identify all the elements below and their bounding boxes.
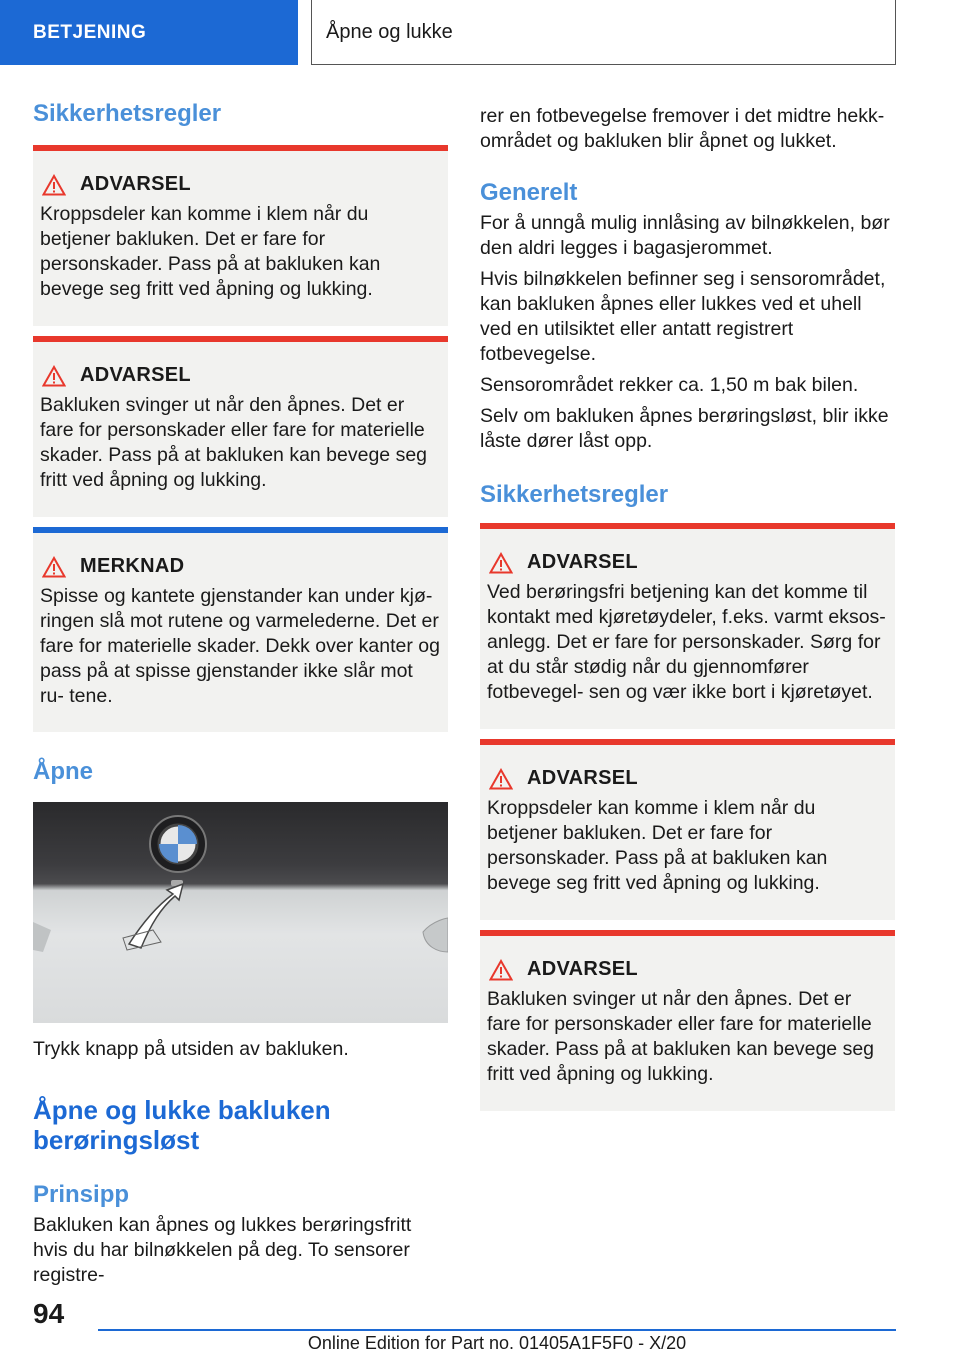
- warning-box: [480, 739, 895, 920]
- tailgate-illustration: [33, 802, 448, 1023]
- general-paragraph: Selv om bakluken åpnes berøringsløst, blir ikke låste dører låst opp.: [480, 405, 889, 452]
- warning-box: [480, 523, 895, 729]
- tailgate-photo: [33, 802, 448, 1023]
- note-text: Spisse og kantete gjenstander kan under kjø- ringen slå mot rutene og varmelederne. Det er fare for materielle skader. Dekk over kanter og pass på at spisse gjenstander ikke slår mot ru- tene.: [40, 585, 440, 707]
- edition-text: Online Edition for Part no. 01405A1F5F0 - X/20: [307, 1333, 687, 1353]
- section-title: BETJENING: [33, 21, 147, 43]
- warning-text: Bakluken svinger ut når den åpnes. Det er fare for personskader eller fare for materielle skader. Pass på at bakluken kan bevege seg fritt ved åpning og lukking.: [40, 394, 428, 491]
- warning-triangle-icon: [489, 552, 513, 574]
- left-column: [33, 100, 448, 1288]
- warning-triangle-icon: [489, 959, 513, 981]
- continued-text: rer en fotbevegelse fremover i det midtre hekk- området og bakluken blir åpnet og lukket.: [480, 105, 885, 152]
- warning-label: ADVARSEL: [80, 173, 191, 195]
- warning-label: ADVARSEL: [80, 364, 191, 386]
- safety-heading: Sikkerhetsregler: [33, 100, 222, 127]
- photo-caption: Trykk knapp på utsiden av bakluken.: [33, 1038, 349, 1060]
- warning-triangle-icon: [489, 768, 513, 790]
- warning-label: ADVARSEL: [527, 551, 638, 573]
- safety-heading: Sikkerhetsregler: [480, 481, 669, 508]
- chapter-title: Åpne og lukke: [326, 20, 453, 43]
- warning-box: [33, 145, 448, 326]
- general-paragraph: For å unngå mulig innlåsing av bilnøkkelen, bør den aldri legges i bagasjerommet.: [480, 212, 890, 259]
- principle-heading: Prinsipp: [33, 1181, 130, 1208]
- note-label: MERKNAD: [80, 555, 185, 577]
- warning-text: Kroppsdeler kan komme i klem når du betjener bakluken. Det er fare for personskader. Pass på at bakluken kan bevege seg fritt ved åpning og lukking.: [40, 203, 381, 300]
- warning-label: ADVARSEL: [527, 958, 638, 980]
- page-number: 94: [33, 1298, 65, 1329]
- warning-label: ADVARSEL: [527, 767, 638, 789]
- right-column: [480, 104, 895, 1111]
- warning-triangle-icon: [42, 556, 66, 578]
- warning-text: Bakluken svinger ut når den åpnes. Det er fare for personskader eller fare for materielle skader. Pass på at bakluken kan bevege seg fritt ved åpning og lukking.: [487, 988, 875, 1085]
- warning-text: Ved berøringsfri betjening kan det komme til kontakt med kjøretøydeler, f.eks. varmt eksos- anlegg. Det er fare for personskader. Sørg for at du står stødig når du gjennomfører fotbevegel- sen og vær ikke bort i kjøretøyet.: [487, 581, 886, 703]
- general-heading: Generelt: [480, 179, 578, 206]
- footer-divider: [98, 1329, 896, 1331]
- warning-triangle-icon: [42, 174, 66, 196]
- warning-triangle-icon: [42, 365, 66, 387]
- touchless-heading: Åpne og lukke bakluken berøringsløst: [33, 1095, 331, 1155]
- warning-text: Kroppsdeler kan komme i klem når du betjener bakluken. Det er fare for personskader. Pass på at bakluken kan bevege seg fritt ved åpning og lukking.: [487, 797, 828, 894]
- principle-text: Bakluken kan åpnes og lukkes berøringsfritt hvis du har bilnøkkelen på deg. To sensorer registre-: [33, 1214, 412, 1286]
- chapter-header: [311, 0, 896, 65]
- warning-box: [480, 930, 895, 1111]
- warning-box: [33, 336, 448, 517]
- general-paragraph: Hvis bilnøkkelen befinner seg i sensorområdet, kan bakluken åpnes eller lukkes ved et uhell ved en utilsiktet eller antatt registrert fotbevegelse.: [480, 268, 886, 365]
- general-paragraph: Sensorområdet rekker ca. 1,50 m bak bilen.: [480, 374, 859, 396]
- section-tab: [0, 0, 298, 65]
- note-box: [33, 527, 448, 732]
- open-heading: Åpne: [33, 758, 93, 785]
